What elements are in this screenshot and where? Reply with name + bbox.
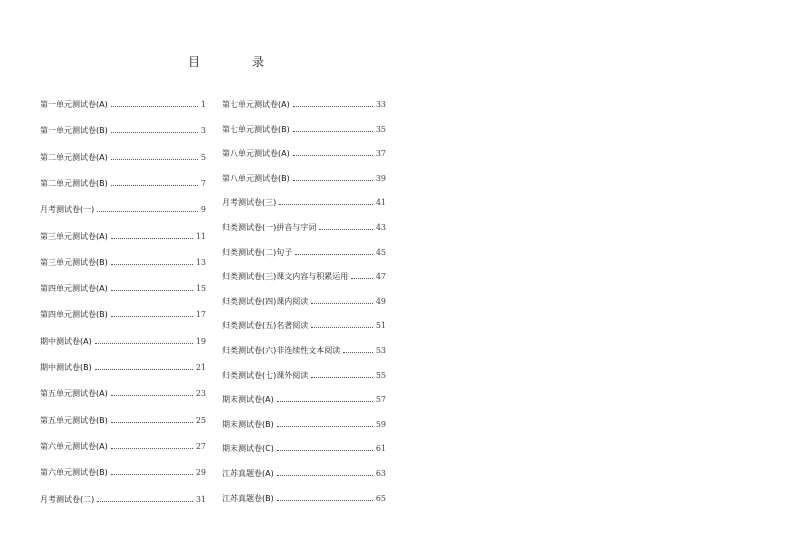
toc-entry-label: 第一单元测试卷(A)	[40, 100, 108, 109]
toc-entry-page-number: 1	[200, 100, 206, 109]
toc-entry-page-number: 17	[195, 310, 206, 320]
dot-leader	[95, 363, 193, 370]
dot-leader	[97, 495, 193, 502]
toc-entry-page-number: 15	[195, 284, 206, 294]
toc-entry-label: 第八单元测试卷(B)	[222, 173, 290, 183]
toc-entry[interactable]	[222, 198, 386, 208]
toc-entry-label: 第八单元测试卷(A)	[222, 149, 290, 159]
toc-entry[interactable]	[222, 174, 386, 184]
toc-entry-page-number: 11	[195, 231, 206, 241]
dot-leader	[293, 174, 373, 181]
toc-entry-label: 第三单元测试卷(A)	[40, 231, 108, 241]
dot-leader	[111, 310, 193, 317]
toc-entry-page-number: 39	[375, 173, 386, 183]
toc-entry[interactable]	[40, 284, 206, 294]
toc-entry-label: 期末测试卷(B)	[222, 419, 274, 429]
toc-entry[interactable]	[222, 248, 386, 258]
dot-leader	[351, 272, 373, 279]
dot-leader	[95, 337, 193, 344]
toc-entry-label: 归类测试卷(二)句子	[222, 247, 293, 257]
toc-entry[interactable]	[40, 258, 206, 268]
toc-entry-label: 月考测试卷(一)	[40, 205, 95, 215]
toc-entry-page-number: 23	[195, 389, 206, 399]
dot-leader	[293, 100, 373, 107]
dot-leader	[277, 444, 373, 451]
toc-entry[interactable]	[222, 125, 386, 135]
toc-entry-page-number: 27	[195, 441, 206, 451]
toc-entry-label: 第七单元测试卷(B)	[222, 124, 290, 134]
dot-leader	[279, 198, 373, 205]
toc-entry-label: 归类测试卷(五)名著阅读	[222, 321, 309, 331]
toc-entry-page-number: 13	[195, 257, 206, 267]
toc-entry-label: 第六单元测试卷(A)	[40, 441, 108, 451]
toc-entry[interactable]	[40, 153, 206, 163]
toc-entry[interactable]	[40, 232, 206, 242]
dot-leader	[111, 416, 193, 423]
toc-entry[interactable]	[222, 321, 386, 331]
toc-entry[interactable]	[222, 444, 386, 454]
toc-entry-label: 归类测试卷(六)非连续性文本阅读	[222, 346, 341, 355]
dot-leader	[97, 205, 198, 212]
toc-entry-page-number: 31	[195, 494, 206, 504]
toc-entry[interactable]	[222, 371, 386, 381]
dot-leader	[293, 149, 373, 156]
toc-entry-page-number: 41	[375, 198, 386, 208]
toc-entry-label: 期末测试卷(A)	[222, 395, 274, 405]
toc-entry-page-number: 51	[375, 321, 386, 331]
dot-leader	[111, 284, 193, 291]
toc-entry[interactable]	[222, 346, 386, 356]
toc-entry-page-number: 25	[195, 415, 206, 425]
toc-entry-label: 月考测试卷(二)	[40, 494, 95, 504]
toc-entry[interactable]	[222, 223, 386, 233]
toc-entry-label: 第六单元测试卷(B)	[40, 468, 108, 478]
dot-leader	[277, 469, 373, 476]
dot-leader	[295, 248, 373, 255]
toc-entry[interactable]	[222, 420, 386, 430]
toc-entry-page-number: 19	[195, 336, 206, 346]
toc-entry[interactable]	[222, 272, 386, 282]
dot-leader	[343, 346, 373, 353]
dot-leader	[111, 126, 198, 133]
toc-entry-page-number: 43	[375, 223, 386, 232]
dot-leader	[311, 371, 373, 378]
toc-entry-label: 归类测试卷(七)课外阅读	[222, 370, 309, 380]
toc-entry-label: 第三单元测试卷(B)	[40, 257, 108, 267]
toc-entry[interactable]	[40, 495, 206, 505]
toc-entry-label: 江苏真题卷(B)	[222, 493, 274, 503]
toc-entry-page-number: 63	[375, 469, 386, 478]
toc-entry-page-number: 65	[375, 493, 386, 503]
toc-entry-page-number: 21	[195, 363, 206, 372]
dot-leader	[277, 420, 373, 427]
toc-entry[interactable]	[40, 416, 206, 426]
toc-entry-label: 江苏真题卷(A)	[222, 469, 274, 478]
dot-leader	[277, 395, 373, 402]
toc-entry[interactable]	[40, 363, 206, 373]
dot-leader	[111, 442, 193, 449]
toc-entry[interactable]	[222, 100, 386, 110]
toc-entry-label: 第一单元测试卷(B)	[40, 126, 108, 136]
toc-entry-label: 第四单元测试卷(A)	[40, 284, 108, 294]
toc-entry[interactable]	[40, 442, 206, 452]
toc-entry-page-number: 47	[375, 272, 386, 282]
toc-entry-page-number: 61	[375, 444, 386, 454]
toc-entry-page-number: 45	[375, 247, 386, 257]
dot-leader	[111, 100, 198, 107]
toc-entry-page-number: 9	[200, 205, 206, 215]
toc-entry-label: 第七单元测试卷(A)	[222, 100, 290, 109]
toc-entry-page-number: 57	[375, 395, 386, 405]
toc-entry[interactable]	[40, 337, 206, 347]
toc-entry-page-number: 5	[200, 152, 206, 162]
dot-leader	[111, 258, 193, 265]
toc-entry[interactable]	[40, 205, 206, 215]
dot-leader	[311, 321, 373, 328]
toc-entry-page-number: 59	[375, 419, 386, 429]
toc-entry-label: 归类测试卷(一)拼音与字词	[222, 223, 317, 232]
toc-entry[interactable]	[40, 100, 206, 110]
toc-entry-label: 期末测试卷(C)	[222, 444, 274, 454]
toc-entry-label: 归类测试卷(四)课内阅读	[222, 296, 309, 306]
page-title: 目 录	[188, 55, 285, 69]
toc-entry-page-number: 37	[375, 149, 386, 159]
dot-leader	[311, 297, 373, 304]
toc-entry[interactable]	[40, 310, 206, 320]
toc-entry-page-number: 53	[375, 346, 386, 355]
toc-entry-label: 第五单元测试卷(A)	[40, 389, 108, 399]
toc-entry[interactable]	[40, 389, 206, 399]
toc-entry-page-number: 33	[375, 100, 386, 109]
toc-entry-label: 第二单元测试卷(B)	[40, 178, 108, 188]
dot-leader	[111, 153, 198, 160]
toc-entry[interactable]	[40, 126, 206, 136]
toc-entry[interactable]	[40, 468, 206, 478]
dot-leader	[111, 179, 198, 186]
dot-leader	[111, 232, 193, 239]
toc-entry-label: 第五单元测试卷(B)	[40, 415, 108, 425]
toc-entry-label: 期中测试卷(B)	[40, 363, 92, 372]
toc-entry[interactable]	[222, 469, 386, 479]
toc-entry-page-number: 29	[195, 468, 206, 478]
toc-entry[interactable]	[222, 149, 386, 159]
dot-leader	[319, 223, 373, 230]
toc-entry-page-number: 35	[375, 124, 386, 134]
dot-leader	[111, 389, 193, 396]
toc-entry[interactable]	[222, 395, 386, 405]
toc-entry[interactable]	[222, 494, 386, 504]
toc-entry-label: 第二单元测试卷(A)	[40, 152, 108, 162]
toc-entry[interactable]	[40, 179, 206, 189]
toc-entry-label: 归类测试卷(三)课文内容与积累运用	[222, 272, 349, 282]
dot-leader	[277, 494, 373, 501]
toc-entry-label: 月考测试卷(三)	[222, 198, 277, 208]
toc-entry-page-number: 55	[375, 370, 386, 380]
toc-entry-label: 第四单元测试卷(B)	[40, 310, 108, 320]
toc-entry-page-number: 7	[200, 178, 206, 188]
dot-leader	[293, 125, 373, 132]
toc-entry-page-number: 3	[200, 126, 206, 136]
toc-entry[interactable]	[222, 297, 386, 307]
dot-leader	[111, 468, 193, 475]
toc-entry-page-number: 49	[375, 296, 386, 306]
toc-entry-label: 期中测试卷(A)	[40, 336, 92, 346]
